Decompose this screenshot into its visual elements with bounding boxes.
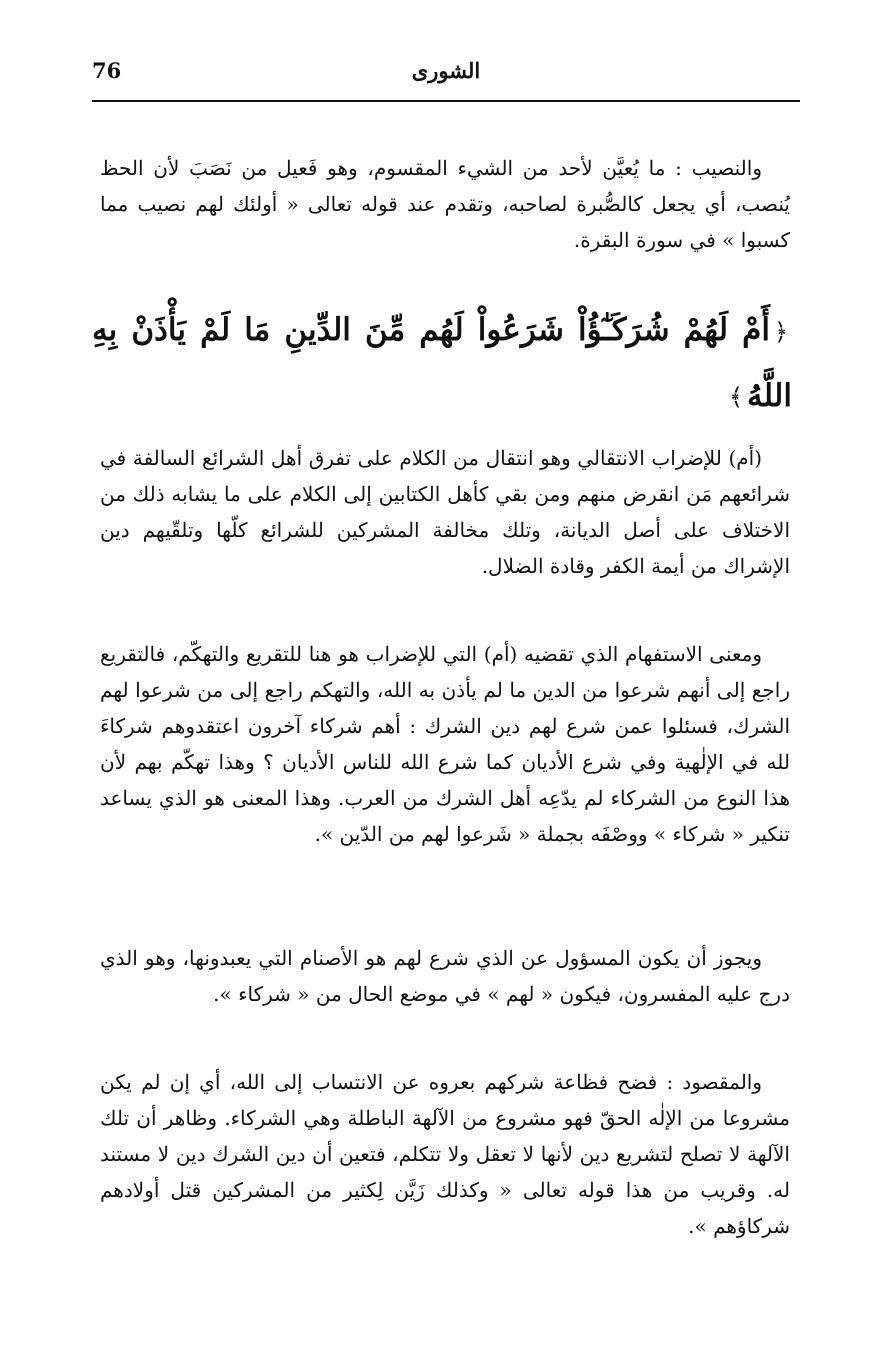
quran-verse: [92, 298, 792, 429]
page-header: [92, 58, 800, 100]
paragraph-nasib: والنصيب : ما يُعيَّن لأحد من الشيء المقسوم، وهو فَعيل من نَصَبَ لأن الحظ يُنصب، أي يجعل كالصُّبرة لصاحبه، وتقدم عند قوله تعالى « أولئك لهم نصيب مما كسبوا » في سورة البقرة.: [100, 156, 790, 252]
page-number: 76: [92, 58, 122, 83]
paragraph-yajuz: ويجوز أن يكون المسؤول عن الذي شرع لهم هو الأصنام التي يعبدونها، وهو الذي درج عليه المفسرون، فيكون « لهم » في موضع الحال من « شركاء ».: [100, 946, 790, 1006]
paragraph-istifham: ومعنى الاستفهام الذي تقضيه (أم) التي للإضراب هو هنا للتقريع والتهكّم، فالتقريع راجع إلى أنهم شرعوا من الدين ما لم يأذن به الله، والتهكم راجع إلى من شرعوا لهم الشرك، فسئلوا عمن شرع لهم دين الشرك : أهم شركاء آخرون اعتقدوهم شركاءَ لله في الإلٰهية وفي شرع الأديان كما شرع الله للناس الأديان ؟ وهذا تهكّم بهم لأن هذا النوع من الشركاء لم يدّعِه أهل الشرك من العرب. وهذا المعنى هو الذي يساعد تنكير « شركاء » ووصْفَه بجملة « شَرعوا لهم من الدّين ».: [100, 642, 790, 846]
running-title: الشورى: [411, 58, 481, 83]
verse-text: أَمْ لَهُمْ شُرَكَـٰٓؤُاْ شَرَعُواْ لَهُم مِّنَ الدِّينِ مَا لَمْ يَأْذَنْ بِهِ اللَّهُ: [92, 312, 792, 414]
paragraph-am-idrab: (أم) للإضراب الانتقالي وهو انتقال من الكلام على تفرق أهل الشرائع السالفة في شرائعهم مَن انقرض منهم ومن بقي كأهل الكتابين إلى الكلام على ما يشابه ذلك من الاختلاف على أصل الديانة، وتلك مخالفة المشركين للشرائع كلّها وتلقّيهم دين الإشراك من أيمة الكفر وقادة الضلال.: [100, 446, 790, 578]
verse-open-ornament: ﴿: [773, 317, 788, 346]
verse-close-ornament: ﴾: [728, 383, 744, 411]
paragraph-maqsud: والمقصود : فضح فظاعة شركهم بعروه عن الانتساب إلى الله، أي إن لم يكن مشروعا من الإلٰه الحقّ فهو مشروع من الآلهة الباطلة وهي الشركاء. وظاهر أن تلك الآلهة لا تصلح لتشريع دين لأنها لا تعقل ولا تتكلم، فتعين أن دين الشرك دين لا مستند له. وقريب من هذا قوله تعالى « وكذلك زَيَّن لِكثير من المشركين قتل أولادهم شركاؤهم ».: [100, 1070, 790, 1238]
header-rule: [92, 100, 800, 102]
